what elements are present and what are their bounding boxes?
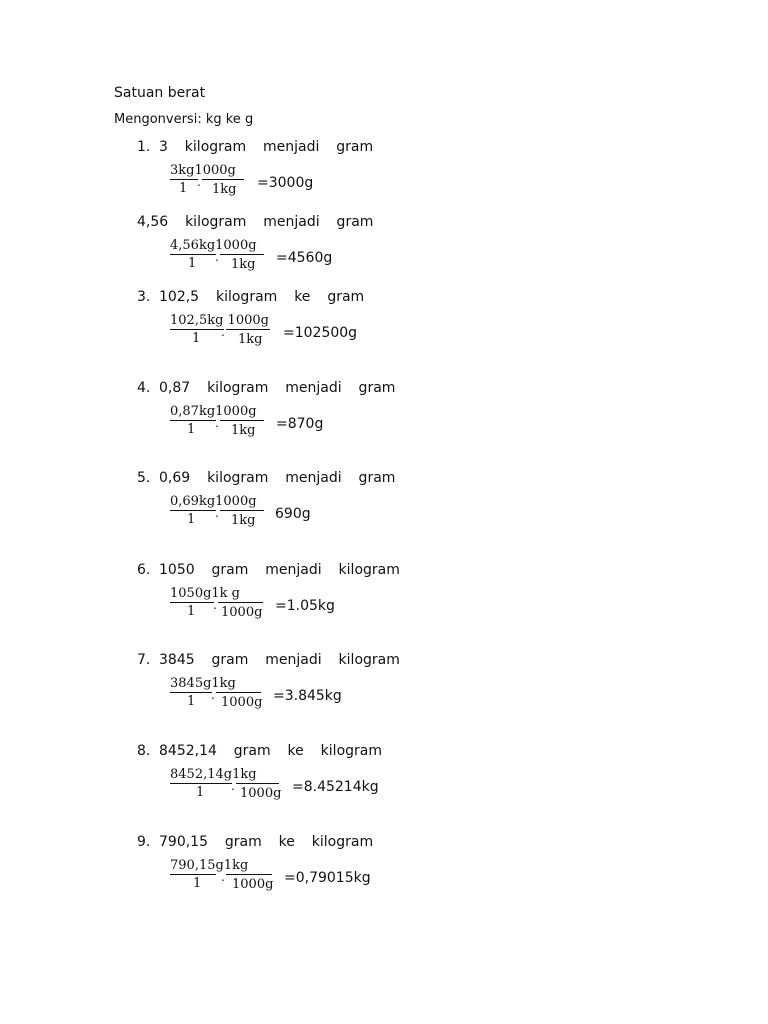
fraction-denominator-1: 1 — [187, 422, 196, 437]
fraction-bar — [170, 329, 224, 330]
multiply-dot: . — [215, 506, 219, 520]
conversion-question — [137, 380, 395, 396]
conversion-question — [137, 289, 364, 305]
fraction-denominator-1: 1 — [187, 694, 196, 709]
question-text: 4,56 kilogram menjadi gram — [137, 214, 374, 230]
multiply-dot: . — [221, 870, 225, 884]
fraction-bar — [226, 329, 270, 330]
question-text: 3 kilogram menjadi gram — [159, 139, 374, 155]
question-text: 0,87 kilogram menjadi gram — [159, 380, 396, 396]
fraction-numerator: 8452,14g1kg — [170, 767, 257, 782]
fraction-numerator: 102,5kg 1000g — [170, 313, 269, 328]
multiply-dot: . — [215, 416, 219, 430]
fraction-bar — [216, 692, 261, 693]
item-number: 6. — [137, 562, 151, 578]
fraction-bar — [170, 254, 216, 255]
fraction-denominator-1: 1 — [192, 331, 201, 346]
conversion-question — [137, 834, 373, 850]
conversion-result: =3.845kg — [273, 688, 342, 704]
fraction-denominator-2: 1kg — [238, 332, 263, 347]
conversion-item — [0, 380, 768, 460]
conversion-item — [0, 743, 768, 823]
conversion-item — [0, 652, 768, 732]
question-text: 0,69 kilogram menjadi gram — [159, 470, 396, 486]
fraction-numerator: 790,15g1kg — [170, 858, 249, 873]
conversion-result: =0,79015kg — [284, 870, 371, 886]
fraction-bar — [170, 179, 198, 180]
fraction-bar — [226, 874, 272, 875]
fraction-denominator-2: 1kg — [231, 423, 256, 438]
fraction-bar — [170, 510, 216, 511]
conversion-item — [0, 289, 768, 369]
fraction-numerator: 1050g1k g — [170, 586, 241, 601]
item-number: 8. — [137, 743, 151, 759]
fraction-denominator-2: 1000g — [240, 786, 282, 801]
fraction-denominator-1: 1 — [188, 256, 197, 271]
question-text: 8452,14 gram ke kilogram — [159, 743, 382, 759]
item-number: 1. — [137, 139, 151, 155]
conversion-result: =3000g — [257, 175, 314, 191]
conversion-result: 690g — [275, 506, 311, 522]
conversion-result: =8.45214kg — [292, 779, 379, 795]
fraction-numerator: 0,87kg1000g — [170, 404, 257, 419]
question-text: 3845 gram menjadi kilogram — [159, 652, 400, 668]
fraction-bar — [220, 420, 264, 421]
multiply-dot: . — [197, 175, 201, 189]
multiply-dot: . — [211, 688, 215, 702]
fraction-denominator-1: 1 — [193, 876, 202, 891]
item-number: 9. — [137, 834, 151, 850]
question-text: 1050 gram menjadi kilogram — [159, 562, 400, 578]
fraction-bar — [220, 254, 264, 255]
fraction-bar — [170, 602, 214, 603]
document-subtitle: Mengonversi: kg ke g — [114, 112, 254, 127]
multiply-dot: . — [215, 250, 219, 264]
fraction-bar — [170, 783, 232, 784]
fraction-bar — [170, 420, 216, 421]
fraction-bar — [170, 692, 212, 693]
item-number: 5. — [137, 470, 151, 486]
fraction-denominator-2: 1kg — [231, 513, 256, 528]
fraction-bar — [220, 510, 264, 511]
fraction-bar — [202, 179, 244, 180]
conversion-item — [0, 139, 768, 219]
fraction-denominator-2: 1kg — [231, 257, 256, 272]
fraction-numerator: 0,69kg1000g — [170, 494, 257, 509]
fraction-bar — [236, 783, 279, 784]
fraction-bar — [218, 602, 263, 603]
fraction-numerator: 4,56kg1000g — [170, 238, 257, 253]
conversion-question — [137, 652, 400, 668]
conversion-question — [137, 214, 373, 230]
question-text: 102,5 kilogram ke gram — [159, 289, 365, 305]
conversion-result: =4560g — [276, 250, 333, 266]
question-text: 790,15 gram ke kilogram — [159, 834, 374, 850]
item-number: 4. — [137, 380, 151, 396]
conversion-result: =1.05kg — [275, 598, 335, 614]
item-number: 3. — [137, 289, 151, 305]
conversion-item — [0, 470, 768, 550]
fraction-numerator: 3kg1000g — [170, 163, 236, 178]
conversion-item — [0, 834, 768, 914]
fraction-denominator-1: 1 — [179, 181, 188, 196]
fraction-denominator-2: 1kg — [212, 182, 237, 197]
fraction-denominator-1: 1 — [187, 512, 196, 527]
conversion-item — [0, 562, 768, 642]
conversion-question — [137, 139, 373, 155]
fraction-denominator-1: 1 — [196, 785, 205, 800]
fraction-bar — [170, 874, 216, 875]
conversion-question — [137, 562, 400, 578]
fraction-denominator-2: 1000g — [232, 877, 274, 892]
multiply-dot: . — [231, 779, 235, 793]
conversion-question — [137, 743, 382, 759]
document-title: Satuan berat — [114, 85, 206, 101]
conversion-item — [0, 214, 768, 294]
multiply-dot: . — [213, 598, 217, 612]
conversion-result: =870g — [276, 416, 324, 432]
conversion-question — [137, 470, 395, 486]
multiply-dot: . — [221, 325, 225, 339]
fraction-denominator-2: 1000g — [221, 605, 263, 620]
fraction-denominator-1: 1 — [187, 604, 196, 619]
conversion-result: =102500g — [283, 325, 358, 341]
fraction-numerator: 3845g1kg — [170, 676, 236, 691]
fraction-denominator-2: 1000g — [221, 695, 263, 710]
item-number: 7. — [137, 652, 151, 668]
